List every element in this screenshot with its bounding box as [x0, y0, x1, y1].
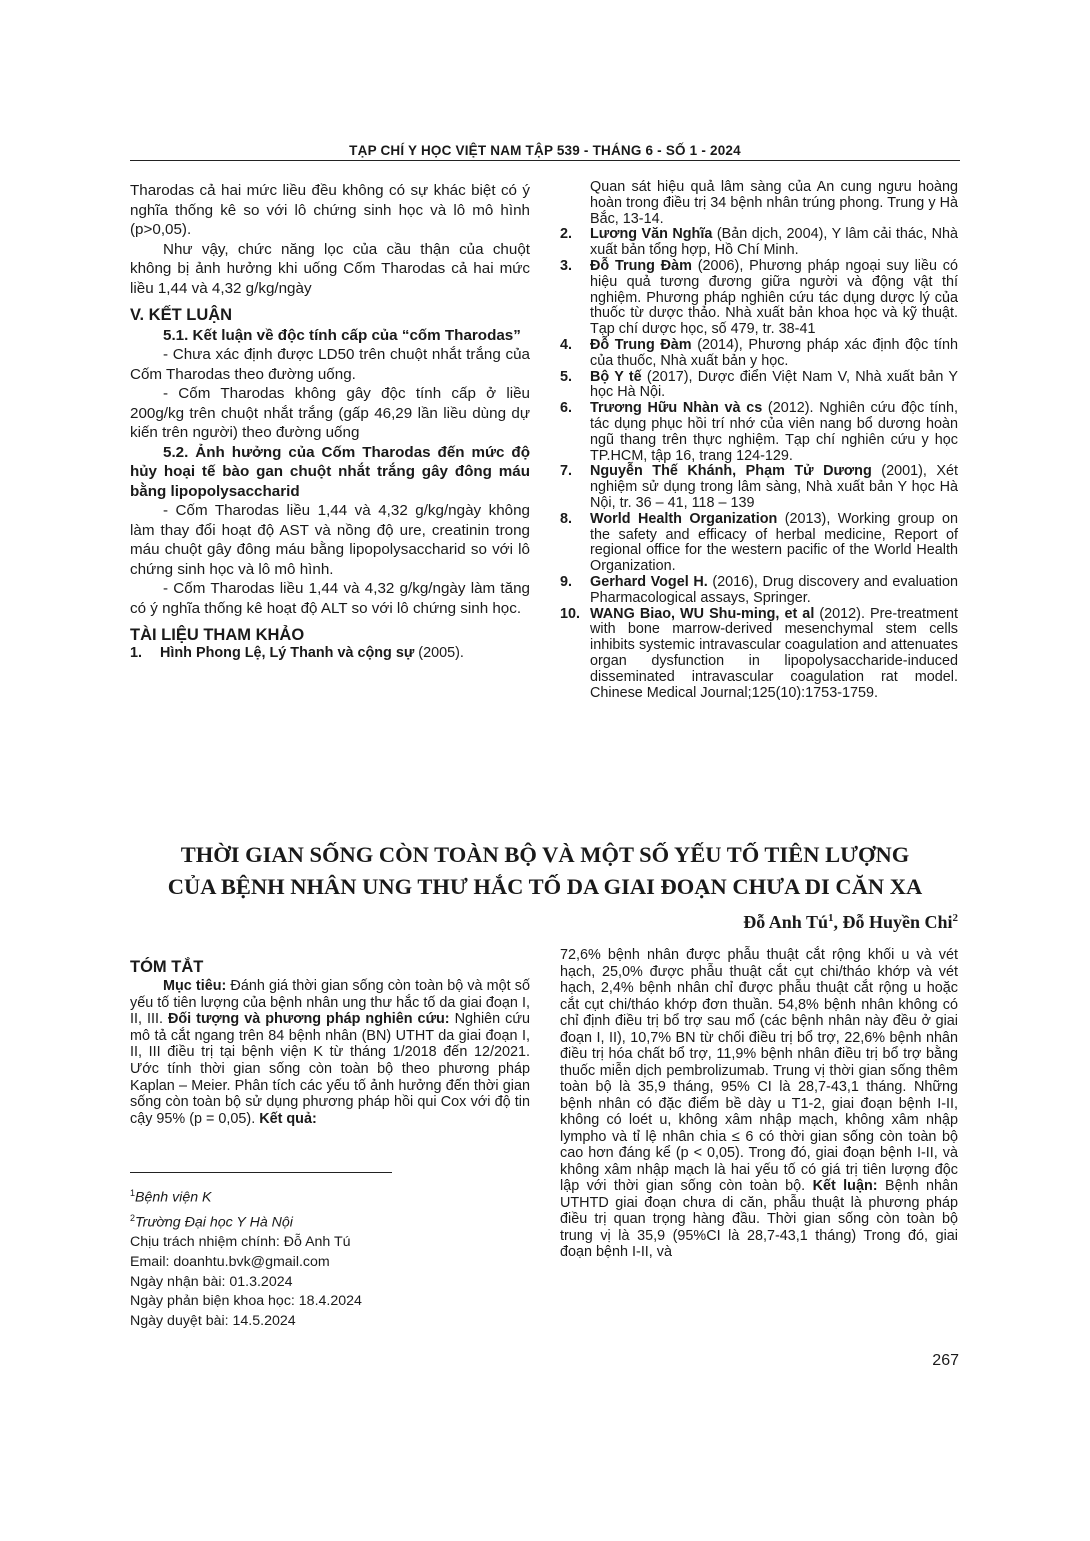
reference-number: 4. — [560, 336, 573, 353]
paragraph: Tharodas cả hai mức liều đều không có sự khác biệt có ý nghĩa thống kê so với lô chứng sinh học và lô mô hình (p>0,05). — [130, 182, 530, 238]
affiliation — [130, 1209, 530, 1234]
reference-text: (2001), Xét nghiệm sử dụng trong lâm sàng, Nhà xuất bản Y học Hà Nội, tr. 36 – 41, 118 – 139 — [590, 463, 958, 511]
author-name: Đỗ Anh Tú — [743, 912, 828, 932]
reference-item — [560, 370, 958, 402]
abstract-label-methods: Đối tượng và phương pháp nghiên cứu: — [168, 1011, 450, 1028]
affiliation-mark: 2 — [130, 1212, 136, 1223]
author-name: Đỗ Huyền Chi — [842, 912, 953, 932]
affiliation — [130, 1184, 530, 1209]
right-column-references — [560, 180, 958, 701]
footnote-rule — [130, 1172, 392, 1173]
abstract-paragraph — [130, 978, 530, 1127]
header-rule — [130, 160, 960, 161]
reference-text: (2013), Working group on the safety and efficacy of herbal medicine, Report of regional office for the western pacific of the World Health Organization. — [590, 510, 958, 575]
abstract-label-conclusion: Kết luận: — [812, 1178, 878, 1194]
abstract-heading: TÓM TẮT — [130, 958, 204, 976]
reference-author: Đỗ Trung Đàm — [590, 336, 692, 353]
reference-number: 5. — [560, 368, 573, 385]
reference-item — [130, 646, 530, 662]
reference-author: Gerhard Vogel H. — [590, 573, 708, 590]
reference-continuation: Quan sát hiệu quả lâm sàng của An cung ngưu hoàng hoàn trong điều trị 34 bệnh nhân trúng phong. Trung y Hà Bắc, 13-14. — [590, 179, 958, 227]
date-accepted: Ngày duyệt bài: 14.5.2024 — [130, 1313, 296, 1330]
affiliation-mark: 1 — [130, 1188, 136, 1198]
reference-author: WANG Biao, WU Shu-ming, et al — [590, 605, 815, 622]
reference-item — [560, 338, 958, 370]
reference-item — [560, 512, 958, 575]
contact-email: Email: doanhtu.bvk@gmail.com — [130, 1253, 330, 1270]
reference-number: 10. — [560, 605, 581, 622]
abstract-text: 72,6% bệnh nhân được phẫu thuật cắt rộng khối u và vét hạch, 25,0% được phẫu thuật cắt cụt chi/tháo khớp và vét hạch, 2,4% bệnh nhân chỉ được phẫu thuật cắt rộng u hoặc cắt cụt chi/tháo khớp đơn thuần. 54,8% bệnh nhân không có chỉ định điều trị bổ trợ sau mổ (các bệnh nhân này đều ở giai đoạn I, II), 10,7% BN từ chối điều trị bổ trợ, 22,6% bệnh nhân điều trị hóa chất bổ trợ, 11,9% bệnh nhân điều trị bổ trợ bằng thuốc miễn dịch pembrolizumab. Trung vị thời gian sống thêm toàn bộ là 35,9 tháng, 95% CI là 28,7-43,1 tháng. Những bệnh nhân có đặc điểm bề dày u T1-2, giai đoạn bệnh I-II, không có loét u, không xâm nhập mạch, không xâm nhập lympho và tỉ lệ nhân chia ≤ 6 có thời gian sống còn toàn bộ cao hơn đáng kể (p < 0,05). Trong đó, giai đoạn bệnh I-II, và không xâm nhập mạch là hai yếu tố có giá trị tiên lượng độc lập với thời gian sống còn toàn bộ. — [560, 947, 958, 1194]
reference-text: (2014), Phương pháp xác định độc tính của thuốc, Nhà xuất bản y học. — [590, 336, 958, 369]
reference-text: (2012). Pre-treatment with bone marrow-derived mesenchymal stem cells inhibits systemic intravascular coagulation and attenuates organ dysfunction in lipopolysaccharide-induced disseminated intravascular coagulation rat model. Chinese Medical Journal;125(10):1753-1759. — [590, 605, 958, 701]
abstract-label-objective: Mục tiêu: — [163, 978, 227, 994]
abstract-text: Đánh giá thời gian sống còn toàn bộ và một số yếu tố tiên lượng của bệnh nhân ung thư hắc tố da giai đoạn I, II, III. — [130, 978, 530, 1028]
reference-author: Trương Hữu Nhàn và cs — [590, 400, 763, 417]
abstract-right-column — [560, 947, 958, 1261]
reference-text: (2012). Nghiên cứu độc tính, tác dụng phục hồi trí nhớ của viên nang bổ dương hoàn ngũ thang trên thực nghiệm. Tạp chí nghiên cứu y học TP.HCM, tập 16, trang 124-129. — [590, 400, 958, 464]
page-number: 267 — [932, 1352, 959, 1369]
reference-author: Bộ Y tế — [590, 368, 642, 385]
affiliation-name: Trường Đại học Y Hà Nội — [135, 1214, 293, 1231]
article-title — [130, 839, 960, 903]
paragraph: - Cốm Tharodas không gây độc tính cấp ở liều 200g/kg trên chuột nhắt trắng (gấp 46,29 lần liều dùng dự kiến trên người) theo đường uống — [130, 385, 530, 441]
reference-number: 8. — [560, 510, 573, 527]
reference-author: Lương Văn Nghĩa — [590, 226, 713, 243]
article-title-line: CỦA BỆNH NHÂN UNG THƯ HẮC TỐ DA GIAI ĐOẠN CHƯA DI CĂN XA — [167, 874, 923, 899]
reference-author: World Health Organization — [590, 510, 778, 527]
left-column — [130, 181, 530, 661]
paragraph: - Chưa xác định được LD50 trên chuột nhắt trắng của Cốm Tharodas theo đường uống. — [130, 346, 530, 383]
reference-text: (2017), Dược điển Việt Nam V, Nhà xuất bản Y học Hà Nội. — [590, 368, 958, 401]
footnotes — [130, 1184, 530, 1332]
subsection-heading: 5.1. Kết luận về độc tính cấp của “cốm Tharodas” — [163, 326, 521, 344]
reference-item — [560, 607, 958, 702]
date-reviewed: Ngày phản biện khoa học: 18.4.2024 — [130, 1293, 362, 1310]
reference-number: 9. — [560, 573, 573, 590]
responsible-author: Chịu trách nhiệm chính: Đỗ Anh Tú — [130, 1234, 351, 1251]
reference-number: 3. — [560, 257, 573, 274]
abstract-paragraph — [560, 947, 958, 1261]
affiliation-mark: 2 — [952, 912, 958, 924]
reference-number: 6. — [560, 400, 573, 417]
reference-text: (Bản dịch, 2004), Y lâm cải thác, Nhà xuất bản tổng hợp, Hồ Chí Minh. — [590, 226, 958, 259]
reference-item — [560, 259, 958, 338]
reference-author: Đỗ Trung Đàm — [590, 257, 692, 274]
reference-item — [560, 227, 958, 259]
reference-number: 7. — [560, 463, 573, 480]
article-title-line: THỜI GIAN SỐNG CÒN TOÀN BỘ VÀ MỘT SỐ YẾU TỐ TIÊN LƯỢNG — [180, 842, 910, 867]
reference-item — [560, 464, 958, 511]
abstract-left-column — [130, 948, 530, 1127]
reference-list — [130, 646, 530, 662]
affiliation-mark: 1 — [827, 912, 834, 924]
reference-text: (2016), Drug discovery and evaluation Pharmacological assays, Springer. — [590, 573, 958, 606]
date-received: Ngày nhận bài: 01.3.2024 — [130, 1273, 293, 1290]
reference-author: Nguyễn Thế Khánh, Phạm Tử Dương — [590, 463, 872, 480]
abstract-label-results: Kết quả: — [259, 1110, 317, 1127]
running-header: TẠP CHÍ Y HỌC VIỆT NAM TẬP 539 - THÁNG 6 - SỐ 1 - 2024 — [349, 143, 741, 158]
affiliation-name: Bệnh viện K — [135, 1189, 212, 1206]
reference-item — [560, 575, 958, 607]
paragraph: - Cốm Tharodas liều 1,44 và 4,32 g/kg/ngày làm tăng có ý nghĩa thống kê hoạt độ ALT so với lô chứng sinh học. — [130, 580, 530, 617]
section-heading-conclusion: V. KẾT LUẬN — [130, 306, 233, 324]
paragraph: - Cốm Tharodas liều 1,44 và 4,32 g/kg/ngày không làm thay đổi hoạt độ AST và nồng độ ure, creatinin trong máu chuột gây đông máu bằng lipopolysaccharid so với lô chứng sinh học và lô mô hình. — [130, 502, 530, 578]
reference-number: 1. — [130, 644, 143, 661]
article-authors — [743, 912, 958, 933]
reference-number: 2. — [560, 226, 573, 243]
author-separator: , — [833, 912, 843, 932]
abstract-text: Bệnh nhân UTHTD giai đoạn chưa di căn, phẫu thuật là phương pháp điều trị quan trọng hàng đầu. Thời gian sống còn toàn bộ trung vị là 35,9 (95%CI là 28,7-43,1 tháng) Trong đó, giai đoạn bệnh I-II, và — [560, 1178, 959, 1260]
subsection-heading: 5.2. Ảnh hưởng của Cốm Tharodas đến mức độ hủy hoại tế bào gan chuột nhắt trắng gây đông máu bằng lipopolysaccharid — [130, 443, 530, 500]
reference-text: (2006), Phương pháp ngoại suy liều có hiệu quả tương đương giữa người và động vật thí nghiệm. Phương pháp nghiên cứu tác dụng dược lý của thuốc từ dược thảo. Nhà xuất bản khoa học và kỹ thuật. Tạp chí dược học, số 479, tr. 38-41 — [590, 257, 958, 338]
reference-item — [560, 401, 958, 464]
abstract-text: Nghiên cứu mô tả cắt ngang trên 84 bệnh nhân (BN) UTHT da giai đoạn I, II, III điều trị tại bệnh viện K từ tháng 1/2018 đến 12/2021. Ước tính thời gian sống còn toàn bộ theo phương pháp Kaplan – Meier. Phân tích các yếu tố ảnh hưởng đến thời gian sống còn toàn bộ sử dụng phương pháp hồi qui Cox với độ tin cậy 95% (p = 0,05). — [130, 1011, 531, 1127]
reference-text: (2005). — [414, 644, 464, 661]
reference-author: Hình Phong Lệ, Lý Thanh và cộng sự — [160, 644, 415, 661]
paragraph: Như vậy, chức năng lọc của cầu thận của chuột không bị ảnh hưởng khi uống Cốm Tharodas cả hai mức liều 1,44 và 4,32 g/kg/ngày — [130, 240, 530, 297]
section-heading-references: TÀI LIỆU THAM KHẢO — [130, 626, 305, 644]
